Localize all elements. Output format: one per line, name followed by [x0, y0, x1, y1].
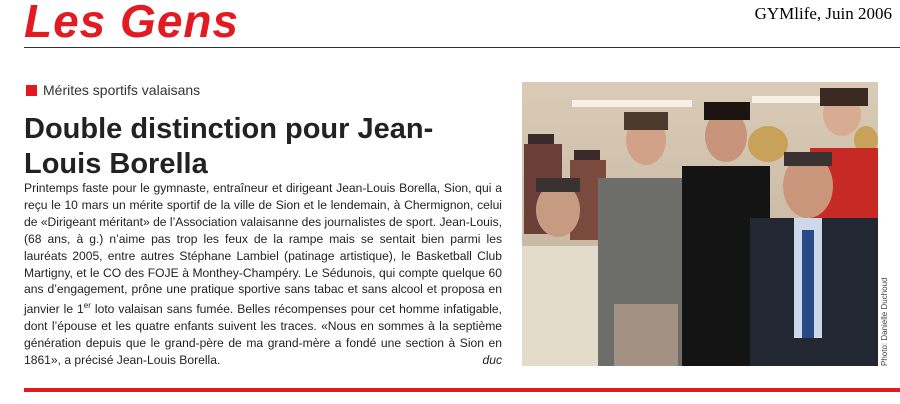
photo-credit: Photo: Danielle Duchoud	[880, 277, 889, 366]
photo-person-youngman-hair	[704, 102, 750, 120]
photo-ceiling-light	[572, 100, 692, 107]
section-title: Les Gens	[24, 0, 240, 47]
kicker-bullet-icon	[26, 85, 37, 96]
header-divider	[24, 47, 900, 48]
photo-person-left-hair	[536, 178, 580, 192]
photo-background-figure	[574, 150, 600, 160]
article-byline: duc	[482, 353, 502, 368]
article-photo	[522, 82, 878, 366]
kicker	[26, 82, 200, 98]
photo-background-figure	[528, 134, 554, 144]
photo-plaque	[748, 126, 788, 162]
photo-person-woman-legs	[614, 304, 678, 366]
article-body	[24, 180, 502, 369]
kicker-text: Mérites sportifs valaisans	[43, 82, 201, 98]
article-headline: Double distinction pour Jean-Louis Borella	[24, 113, 434, 180]
footer-divider	[24, 388, 900, 392]
article-body-part2: loto valaisan sans fumée. Belles récompenses pour cet homme infatigable, dont l’épouse et les quatre enfants suivent les traces. «Nous en sommes à la septième génération depuis que le grand-père de ma grand-mère a fondé une section à Sion en 1861», a précisé Jean-Louis Borella.	[24, 302, 502, 368]
article-body-part1: Printemps faste pour le gymnaste, entraîneur et dirigeant Jean-Louis Borella, Sion, qui a reçu le 10 mars un mérite sportif de la ville de Sion et le lendemain, à Chermignon, celui de «Dirigeant méritant» de l’Association valaisanne des journalistes de sport. Jean-Louis, (68 ans, à g.) n’aime pas trop les feux de la rampe mais se sentait bien parmi les lauréats 2005, entre autres Stéphane Lambiel (patinage artistique), le Basketball Club Martigny, et le CO des FOJE à Monthey-Champéry. Le Sédunois, qui compte quelque 60 ans d’engagement, prône une pratique sportive sans tabac et sans alcool et proposa en janvier le 1	[24, 181, 502, 317]
photo-person-left-body	[522, 246, 604, 366]
photo-person-suitman-hair	[784, 152, 832, 166]
photo-person-woman-hair	[624, 112, 668, 130]
article-body-superscript: er	[83, 301, 91, 311]
photo-person-redwoman-hair	[820, 88, 868, 106]
publication-info: GYMlife, Juin 2006	[754, 4, 892, 23]
photo-person-suitman-tie	[802, 230, 814, 338]
